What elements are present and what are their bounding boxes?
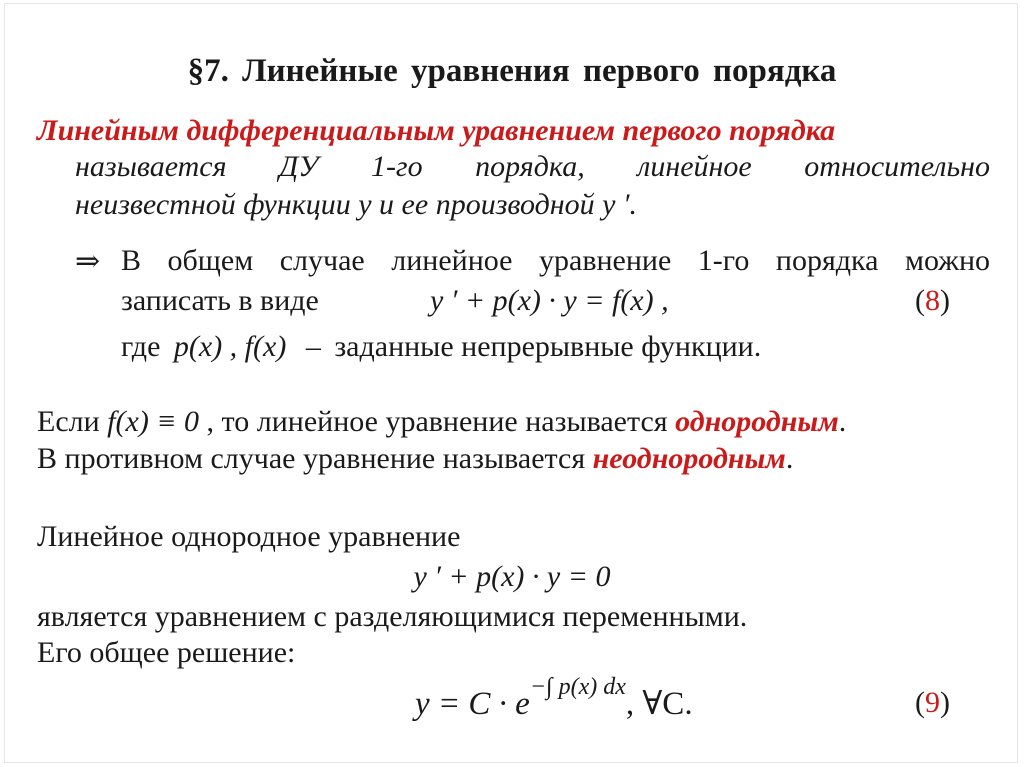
definition-term-text: Линейным дифференциальным уравнением первого порядка xyxy=(37,114,836,147)
equation-number-8-value: 8 xyxy=(925,284,940,317)
where-functions: p(x) , f(x) xyxy=(173,330,287,363)
page-title: §7. Линейные уравнения первого порядка xyxy=(187,53,837,89)
solution-formula xyxy=(415,674,693,723)
equation-number-9-value: 9 xyxy=(925,686,940,719)
inhomogeneous-end: . xyxy=(785,442,794,475)
homogeneous-end: . xyxy=(838,405,847,438)
homogeneous-middle: , то линейное уравнение называется xyxy=(206,405,668,438)
where-text: заданные непрерывные функции. xyxy=(334,330,762,363)
homogeneous-condition: f(x) ≡ 0 xyxy=(107,405,200,438)
where-dash: – xyxy=(305,330,321,363)
solution-lhs: y = C · e xyxy=(415,686,530,722)
formula-8: y ′ + p(x) · y = f(x) , xyxy=(430,284,669,317)
separable-intro: Линейное однородное уравнение xyxy=(37,520,461,553)
inhomogeneous-word: неоднородным xyxy=(592,442,786,475)
definition-line-2: называется ДУ 1-го порядка, линейное относительно xyxy=(75,150,990,183)
equation-number-9: (9) xyxy=(915,686,950,719)
solution-exponent: −∫ p(x) dx xyxy=(529,674,626,700)
inhomogeneous-line xyxy=(37,442,793,476)
homogeneous-formula: y ′ + p(x) · y = 0 xyxy=(413,560,611,593)
homogeneous-prefix: Если xyxy=(37,405,100,438)
definition-line-3: неизвестной функции y и ее производной y ′. xyxy=(75,188,638,221)
where-prefix: где xyxy=(121,330,161,363)
separable-line-2: является уравнением с разделяющимися переменными. xyxy=(37,600,748,633)
homogeneous-word: однородным xyxy=(675,405,839,438)
definition-term xyxy=(37,114,835,148)
inhomogeneous-text: В противном случае уравнение называется xyxy=(37,442,586,475)
solution-tail: , ∀C. xyxy=(625,686,693,722)
separable-line-3: Его общее решение: xyxy=(37,636,296,669)
general-line-2: записать в виде xyxy=(121,284,319,317)
general-line-1: В общем случае линейное уравнение 1-го порядка можно xyxy=(121,244,990,277)
where-line xyxy=(121,330,761,364)
homogeneous-line xyxy=(37,405,846,439)
implies-arrow-icon: ⇒ xyxy=(75,245,101,278)
equation-number-8: (8) xyxy=(915,284,950,317)
